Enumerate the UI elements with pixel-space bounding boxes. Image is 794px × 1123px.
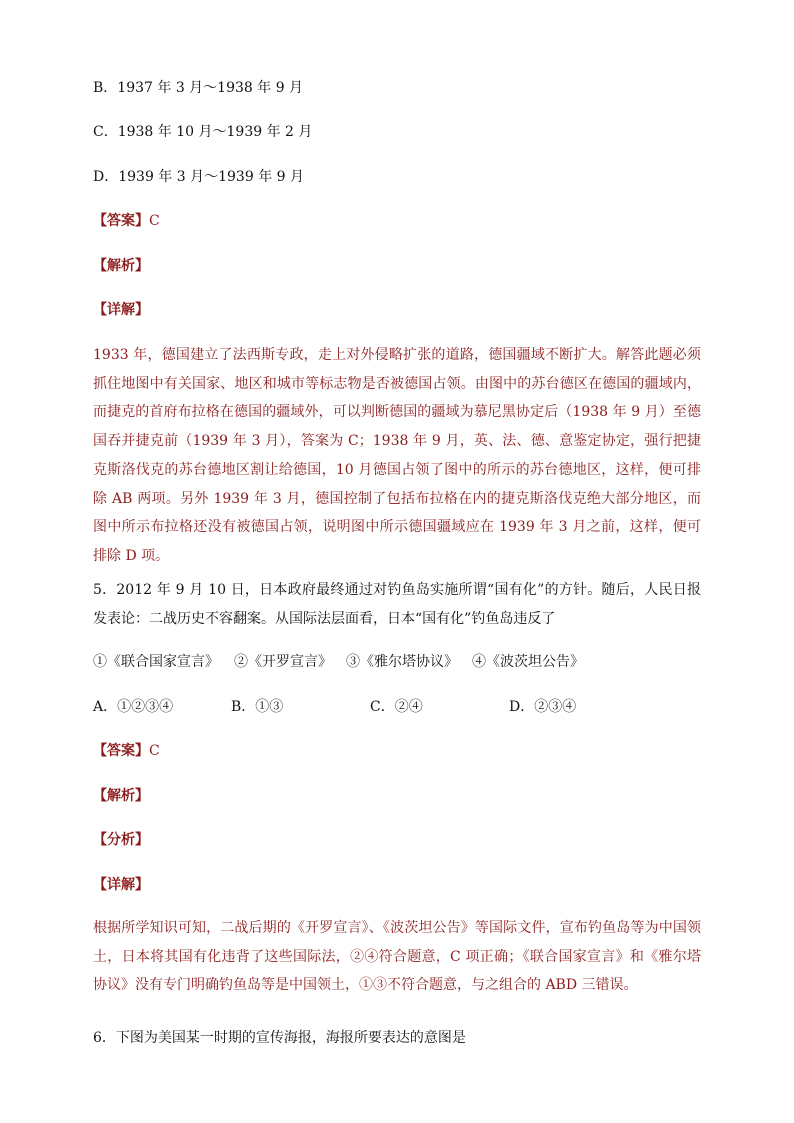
q5-answer — [93, 742, 160, 760]
q5-item: ②《开罗宣言》 — [234, 654, 332, 670]
q5-analyze-label: 【分析】 — [93, 832, 149, 848]
answer-label: 【答案】 — [93, 743, 149, 759]
q4-answer — [93, 212, 160, 230]
q5-item: ④《波茨坦公告》 — [472, 654, 584, 670]
q5-detail-text: 根据所学知识可知，二战后期的《开罗宣言》、《波茨坦公告》等国际文件，宣布钓鱼岛等为中国领土，日本将其国有化违背了这些国际法，②④符合题意，C 项正确；《联合国家宣言》和《雅尔塔协议》没有专门明确钓鱼岛等是中国领土，①③不符合题意，与之组合的 ABD 三错误。 — [93, 920, 701, 994]
q5-detail-label: 【详解】 — [93, 877, 149, 893]
answer-value: C — [149, 213, 160, 229]
q5-option: A．①②③④ — [93, 699, 174, 715]
q5-option: C．②④ — [370, 699, 423, 715]
q4-option-d: D．1939 年 3 月～1939 年 9 月 — [93, 169, 304, 185]
answer-label: 【答案】 — [93, 213, 149, 229]
q6-stem: 6．下图为美国某一时期的宣传海报，海报所要表达的意图是 — [93, 1030, 466, 1046]
q5-item: ①《联合国家宣言》 — [93, 654, 219, 670]
q4-option-c: C．1938 年 10 月～1939 年 2 月 — [93, 124, 313, 140]
q4-detail-text: 1933 年，德国建立了法西斯专政，走上对外侵略扩张的道路，德国疆域不断扩大。解答此题必须抓住地图中有关国家、地区和城市等标志物是否被德国占领。由图中的苏台德区在德国的疆域内，而捷克的首府布拉格在德国的疆域外，可以判断德国的疆域为慕尼黑协定后（1938 年 9 月）至德国吞并捷克前（1939 年 3 月），答案为 C；1938 年 9 月，英、法、德、意鉴定协定，强行把捷克斯洛伐克的苏台德地区割让给德国，10 月德国占领了图中的所示的苏台德地区，这样，便可排除 AB 两项。另外 1939 年 3 月，德国控制了包括布拉格在内的捷克斯洛伐克绝大部分地区，而图中所示布拉格还没有被德国占领，说明图中所示德国疆域应在 1939 年 3 月之前，这样，便可排除 D 项。 — [93, 347, 701, 564]
q5-item: ③《雅尔塔协议》 — [346, 654, 458, 670]
q5-stem: 5．2012 年 9 月 10 日，日本政府最终通过对钓鱼岛实施所谓“国有化”的方针。随后，人民日报发表论：二战历史不容翻案。从国际法层面看，日本“国有化”钓鱼岛违反了 — [93, 582, 701, 627]
q5-analysis-label: 【解析】 — [93, 788, 149, 804]
q4-analysis-label: 【解析】 — [93, 258, 149, 274]
q5-options — [93, 698, 713, 716]
answer-value: C — [149, 743, 160, 759]
q4-option-b: B．1937 年 3 月～1938 年 9 月 — [93, 80, 304, 96]
q5-items — [93, 653, 713, 671]
q5-option: B．①③ — [231, 699, 284, 715]
q4-detail-label: 【详解】 — [93, 302, 149, 318]
q5-option: D．②③④ — [509, 699, 577, 715]
